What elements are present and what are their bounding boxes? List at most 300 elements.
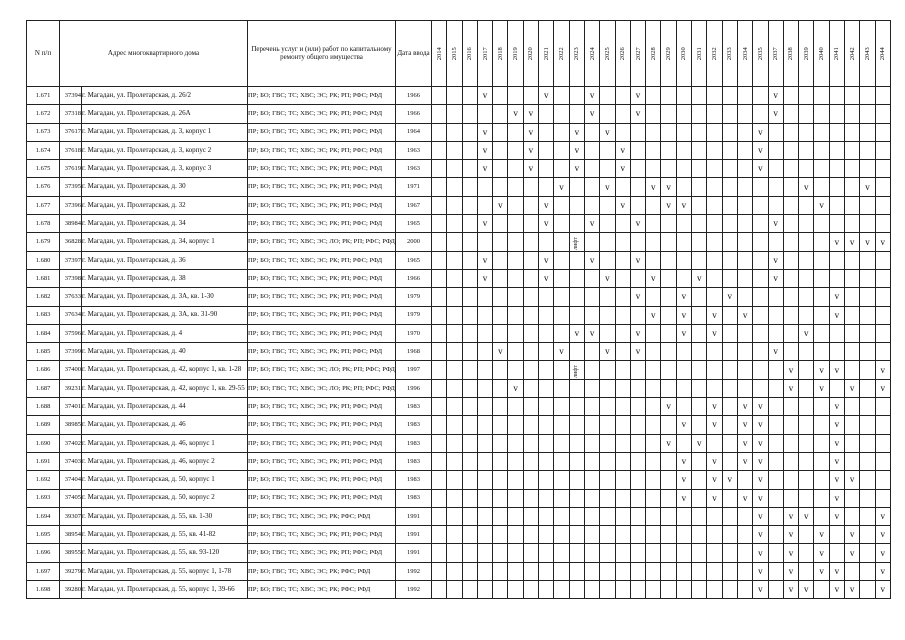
year-cell: [569, 361, 584, 379]
year-cell: [768, 269, 783, 287]
year-cell: [829, 269, 844, 287]
year-cell: [875, 471, 890, 489]
year-cell: [600, 379, 615, 397]
year-cell: [447, 361, 462, 379]
check-mark: v: [819, 547, 824, 558]
header-year-label: 2040: [817, 47, 825, 60]
year-cell: [768, 434, 783, 452]
year-cell: [875, 507, 890, 525]
header-year-label: 2038: [787, 47, 795, 60]
year-cell: [508, 324, 523, 342]
year-cell: [523, 178, 538, 196]
year-cell: [477, 526, 492, 544]
row-number: 1.679: [27, 233, 60, 251]
check-mark: v: [482, 254, 488, 265]
year-built: 1992: [396, 562, 432, 580]
house-address: г. Магадан, ул. Пролетарская, д. 3А, кв. 1-30: [82, 288, 248, 306]
year-cell: [692, 526, 707, 544]
check-mark: v: [543, 218, 549, 229]
house-id: 37399: [60, 343, 82, 361]
year-cell: [768, 288, 783, 306]
works-list: ПР; БО; ГВС; ТС; ХВС; ЭС; РК; РП; РФС; РФД: [248, 87, 396, 105]
year-cell: [799, 269, 814, 287]
year-cell: [600, 581, 615, 599]
header-year-label: 2024: [588, 47, 596, 60]
year-cell: [554, 178, 569, 196]
year-cell: [768, 489, 783, 507]
check-mark: v: [681, 474, 687, 485]
year-cell: [477, 452, 492, 470]
year-cell: [432, 215, 447, 233]
year-cell: [432, 398, 447, 416]
header-year: [661, 21, 676, 87]
year-cell: [462, 87, 477, 105]
year-cell: [462, 562, 477, 580]
year-cell: [860, 178, 875, 196]
check-mark: v: [482, 145, 488, 156]
year-cell: [569, 123, 584, 141]
year-cell: [508, 489, 523, 507]
year-cell: [753, 581, 768, 599]
year-cell: [462, 581, 477, 599]
year-cell: [692, 105, 707, 123]
year-cell: [432, 233, 447, 251]
year-cell: [462, 196, 477, 214]
year-cell: [493, 306, 508, 324]
year-cell: [783, 87, 798, 105]
header-year-label: 2043: [863, 47, 871, 60]
row-number: 1.685: [27, 343, 60, 361]
year-cell: [539, 288, 554, 306]
year-cell: [554, 343, 569, 361]
year-cell: [875, 178, 890, 196]
year-built: 1965: [396, 251, 432, 269]
year-cell: [569, 398, 584, 416]
year-cell: [845, 215, 860, 233]
year-cell: [584, 105, 599, 123]
year-cell: [860, 269, 875, 287]
check-mark: v: [712, 456, 717, 467]
check-mark: v: [742, 456, 748, 467]
year-cell: [477, 288, 492, 306]
check-mark: v: [788, 529, 794, 540]
house-address: г. Магадан, ул. Пролетарская, д. 42, корпус 1, кв. 29-55: [82, 379, 248, 397]
check-mark: v: [819, 199, 824, 210]
year-cell: [845, 141, 860, 159]
year-cell: [707, 343, 722, 361]
year-cell: [432, 581, 447, 599]
year-cell: [707, 544, 722, 562]
check-mark: v: [880, 364, 885, 375]
year-cell: [753, 324, 768, 342]
year-cell: [676, 343, 691, 361]
year-cell: [523, 123, 538, 141]
check-mark: v: [681, 456, 687, 467]
year-built: 1983: [396, 452, 432, 470]
year-cell: [508, 87, 523, 105]
year-cell: [432, 343, 447, 361]
year-cell: [584, 178, 599, 196]
year-cell: [477, 379, 492, 397]
year-cell: [539, 544, 554, 562]
year-cell: [584, 489, 599, 507]
year-cell: [814, 269, 829, 287]
table-row: [27, 306, 891, 324]
check-mark: v: [543, 254, 549, 265]
year-built: 1983: [396, 489, 432, 507]
year-cell: [722, 324, 737, 342]
check-mark: v: [712, 474, 717, 485]
year-cell: [462, 215, 477, 233]
year-cell: [783, 379, 798, 397]
check-mark: v: [528, 145, 534, 156]
year-cell: [508, 178, 523, 196]
check-mark: v: [773, 218, 778, 229]
year-cell: [692, 87, 707, 105]
year-cell: [860, 434, 875, 452]
year-cell: [845, 562, 860, 580]
year-cell: [753, 288, 768, 306]
year-cell: [523, 489, 538, 507]
check-mark: v: [727, 291, 733, 302]
year-cell: [875, 562, 890, 580]
year-cell: [661, 379, 676, 397]
check-mark: v: [819, 364, 824, 375]
check-mark: v: [666, 437, 671, 448]
year-cell: [493, 178, 508, 196]
year-cell: [753, 416, 768, 434]
year-cell: [615, 288, 630, 306]
year-cell: [753, 233, 768, 251]
year-cell: [432, 251, 447, 269]
year-cell: [737, 233, 752, 251]
header-works: Перечень услуг и (или) работ по капитальному ремонту общего имущества: [248, 21, 396, 87]
year-cell: [646, 544, 661, 562]
check-mark: v: [788, 547, 794, 558]
year-cell: [845, 398, 860, 416]
year-cell: [875, 581, 890, 599]
works-list: ПР; БО; ГВС; ТС; ХВС; ЭС; РК; РП; РФС; РФД: [248, 160, 396, 178]
house-id: 37596: [60, 324, 82, 342]
year-cell: [462, 361, 477, 379]
year-cell: [646, 178, 661, 196]
year-cell: [539, 123, 554, 141]
header-year: [539, 21, 554, 87]
header-year: [447, 21, 462, 87]
year-cell: [722, 87, 737, 105]
year-cell: [814, 581, 829, 599]
table-row: [27, 581, 891, 599]
year-cell: [737, 251, 752, 269]
year-cell: [615, 306, 630, 324]
year-cell: [676, 306, 691, 324]
year-cell: [737, 215, 752, 233]
works-list: ПР; БО; ГВС; ТС; ХВС; ЭС; ЛО; РК; РП; РФС; РФД: [248, 361, 396, 379]
check-mark: v: [589, 218, 595, 229]
header-year: [477, 21, 492, 87]
year-cell: [646, 507, 661, 525]
year-built: 1966: [396, 87, 432, 105]
year-cell: [630, 507, 645, 525]
check-mark: v: [681, 199, 687, 210]
check-mark: v: [589, 254, 595, 265]
year-cell: [462, 507, 477, 525]
table-row: [27, 141, 891, 159]
year-cell: [508, 361, 523, 379]
check-mark: v: [620, 199, 625, 210]
year-cell: [799, 544, 814, 562]
year-cell: [432, 141, 447, 159]
year-cell: [584, 471, 599, 489]
year-cell: [646, 526, 661, 544]
year-cell: [554, 526, 569, 544]
check-mark: v: [788, 510, 794, 521]
check-mark: v: [804, 328, 809, 338]
check-mark: v: [834, 236, 840, 247]
check-mark: v: [834, 584, 840, 595]
year-cell: [539, 269, 554, 287]
table-row: [27, 562, 891, 580]
year-cell: [814, 324, 829, 342]
header-year-label: 2028: [649, 47, 657, 60]
check-mark: v: [543, 199, 549, 210]
year-cell: [554, 233, 569, 251]
house-address: г. Магадан, ул. Пролетарская, д. 34, корпус 1: [82, 233, 248, 251]
year-cell: [477, 398, 492, 416]
year-cell: [692, 141, 707, 159]
year-cell: [569, 343, 584, 361]
row-number: 1.681: [27, 269, 60, 287]
year-cell: [676, 562, 691, 580]
year-cell: [600, 215, 615, 233]
year-cell: [875, 141, 890, 159]
year-cell: [845, 233, 860, 251]
year-cell: [600, 398, 615, 416]
year-cell: [447, 416, 462, 434]
year-cell: [569, 215, 584, 233]
year-cell: [722, 269, 737, 287]
year-cell: [447, 215, 462, 233]
year-cell: [875, 196, 890, 214]
year-cell: [447, 123, 462, 141]
year-cell: [799, 196, 814, 214]
row-number: 1.689: [27, 416, 60, 434]
check-mark: v: [635, 328, 641, 338]
year-cell: [692, 233, 707, 251]
row-number: 1.695: [27, 526, 60, 544]
check-mark: v: [513, 382, 518, 393]
check-mark: v: [742, 401, 748, 412]
year-cell: [783, 324, 798, 342]
year-cell: [508, 288, 523, 306]
check-mark: v: [712, 309, 717, 320]
year-cell: [799, 452, 814, 470]
row-number: 1.684: [27, 324, 60, 342]
year-cell: [845, 306, 860, 324]
year-cell: [493, 215, 508, 233]
header-year: [707, 21, 722, 87]
year-cell: [692, 379, 707, 397]
house-id: 39280: [60, 581, 82, 599]
check-mark: v: [758, 401, 763, 412]
year-cell: [768, 398, 783, 416]
year-cell: [829, 141, 844, 159]
check-mark: v: [849, 584, 855, 595]
year-cell: [722, 489, 737, 507]
year-cell: [722, 105, 737, 123]
year-cell: [875, 105, 890, 123]
check-mark: v: [543, 273, 549, 284]
year-cell: [707, 361, 722, 379]
header-year-label: 2023: [573, 47, 581, 60]
year-cell: [799, 562, 814, 580]
check-mark: v: [865, 181, 870, 192]
year-cell: [860, 306, 875, 324]
year-cell: [493, 141, 508, 159]
check-mark: v: [635, 218, 641, 229]
year-cell: [600, 562, 615, 580]
header-year: [630, 21, 645, 87]
year-cell: [554, 141, 569, 159]
check-mark: v: [635, 90, 641, 101]
year-cell: [447, 251, 462, 269]
check-mark: v: [528, 163, 534, 174]
year-cell: [477, 87, 492, 105]
year-cell: [814, 398, 829, 416]
header-year: [860, 21, 875, 87]
year-cell: [646, 416, 661, 434]
year-cell: [722, 288, 737, 306]
house-address: г. Магадан, ул. Пролетарская, д. 46, корпус 2: [82, 452, 248, 470]
check-mark: v: [758, 145, 763, 156]
year-cell: [584, 233, 599, 251]
house-id: 37634: [60, 306, 82, 324]
year-cell: [600, 489, 615, 507]
year-cell: [676, 581, 691, 599]
year-cell: [814, 288, 829, 306]
year-cell: [753, 544, 768, 562]
year-cell: [722, 562, 737, 580]
year-cell: [539, 178, 554, 196]
year-cell: [753, 379, 768, 397]
year-cell: [783, 562, 798, 580]
year-cell: [600, 434, 615, 452]
check-mark: v: [773, 273, 778, 284]
year-cell: [508, 160, 523, 178]
year-cell: [768, 526, 783, 544]
year-cell: [569, 324, 584, 342]
year-cell: [829, 288, 844, 306]
year-cell: [875, 489, 890, 507]
house-address: г. Магадан, ул. Пролетарская, д. 55, кв. 93-120: [82, 544, 248, 562]
year-cell: [569, 87, 584, 105]
year-cell: [432, 544, 447, 562]
year-cell: [753, 87, 768, 105]
year-cell: [845, 507, 860, 525]
year-cell: [432, 123, 447, 141]
year-cell: [584, 269, 599, 287]
house-address: г. Магадан, ул. Пролетарская, д. 4: [82, 324, 248, 342]
year-cell: [600, 361, 615, 379]
year-cell: [845, 288, 860, 306]
year-cell: [875, 379, 890, 397]
year-cell: [432, 489, 447, 507]
year-cell: [554, 544, 569, 562]
table-row: [27, 526, 891, 544]
year-cell: [829, 507, 844, 525]
year-cell: [554, 379, 569, 397]
year-cell: [432, 361, 447, 379]
year-built: 1991: [396, 526, 432, 544]
year-cell: [462, 141, 477, 159]
year-cell: [829, 398, 844, 416]
year-cell: [447, 269, 462, 287]
year-cell: [707, 196, 722, 214]
year-cell: [783, 343, 798, 361]
year-cell: [630, 123, 645, 141]
year-cell: [768, 544, 783, 562]
check-mark: v: [635, 291, 641, 302]
year-built: 1965: [396, 215, 432, 233]
year-cell: [523, 581, 538, 599]
header-year: [615, 21, 630, 87]
check-mark: v: [834, 291, 840, 302]
row-number: 1.694: [27, 507, 60, 525]
year-cell: [875, 398, 890, 416]
year-cell: [615, 361, 630, 379]
year-cell: [676, 452, 691, 470]
year-cell: [493, 361, 508, 379]
year-cell: [462, 251, 477, 269]
year-cell: [676, 160, 691, 178]
header-year-label: 2016: [465, 47, 473, 60]
year-cell: [676, 178, 691, 196]
year-cell: [584, 452, 599, 470]
year-cell: [615, 581, 630, 599]
header-year-label: 2032: [710, 47, 718, 60]
year-cell: [447, 343, 462, 361]
year-cell: [477, 416, 492, 434]
check-mark: v: [758, 437, 763, 448]
year-cell: [768, 251, 783, 269]
header-year: [783, 21, 798, 87]
year-cell: [554, 471, 569, 489]
check-mark: v: [482, 273, 488, 284]
house-id: 37395: [60, 178, 82, 196]
year-cell: [722, 233, 737, 251]
works-list: ПР; БО; ГВС; ТС; ХВС; ЭС; РК; РП; РФС; РФД: [248, 141, 396, 159]
year-cell: [845, 251, 860, 269]
year-cell: [676, 288, 691, 306]
check-mark: v: [651, 309, 656, 320]
header-year: [432, 21, 447, 87]
year-cell: [737, 87, 752, 105]
header-year-label: 2015: [450, 47, 458, 60]
row-number: 1.687: [27, 379, 60, 397]
year-cell: [630, 489, 645, 507]
check-mark: v: [528, 126, 534, 137]
row-number: 1.680: [27, 251, 60, 269]
check-mark: v: [727, 474, 733, 485]
year-cell: [737, 361, 752, 379]
year-cell: [493, 471, 508, 489]
year-cell: [661, 160, 676, 178]
header-year: [584, 21, 599, 87]
house-id: 38984: [60, 215, 82, 233]
house-address: г. Магадан, ул. Пролетарская, д. 3, корпус 1: [82, 123, 248, 141]
year-cell: [783, 471, 798, 489]
year-cell: [539, 398, 554, 416]
